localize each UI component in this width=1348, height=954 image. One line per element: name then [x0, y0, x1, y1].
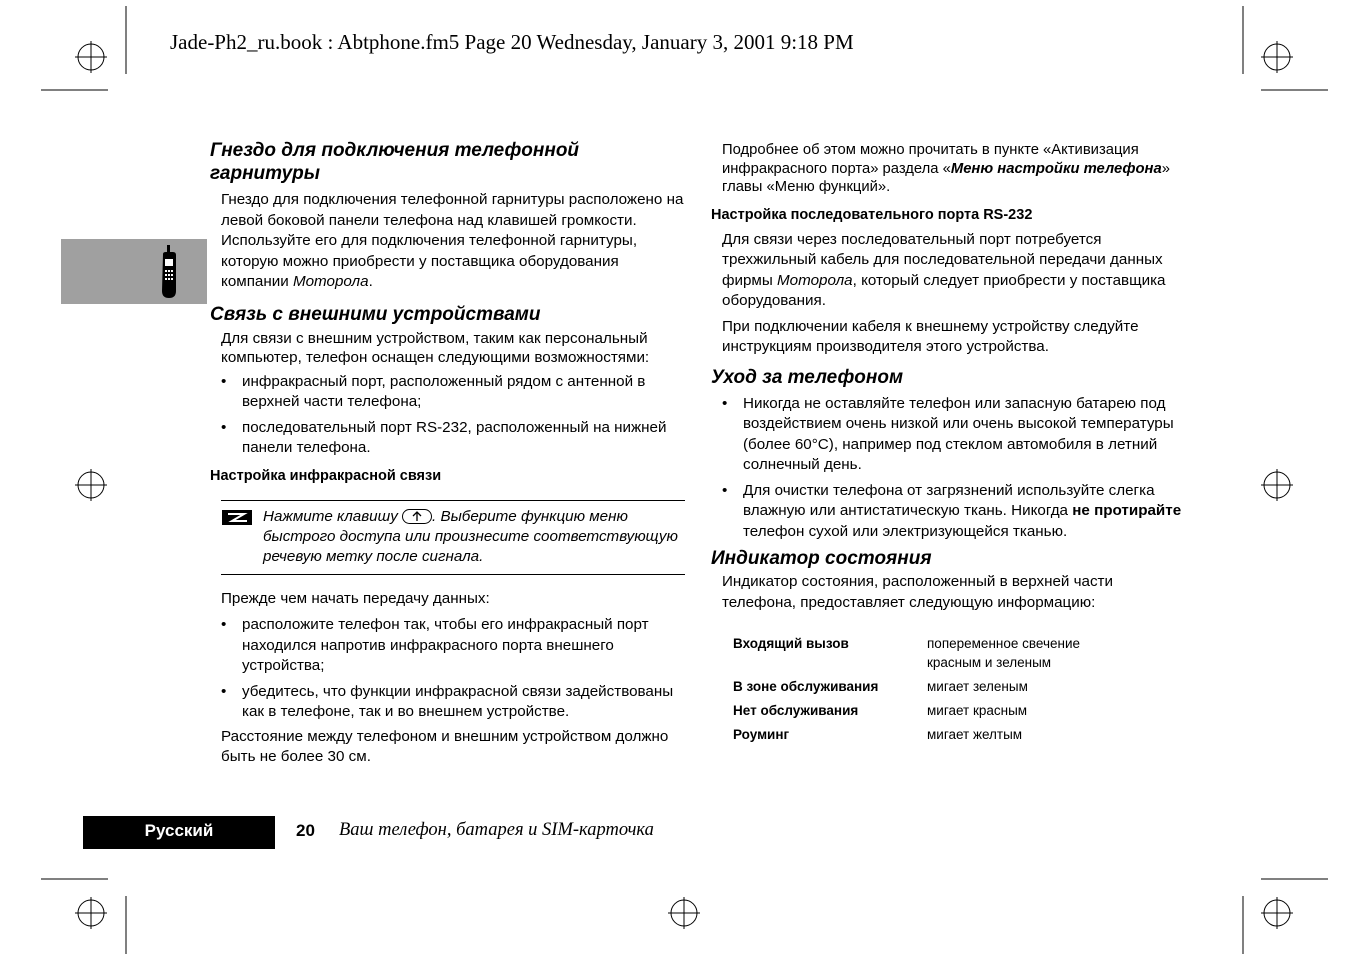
left-column: [210, 139, 685, 768]
list-item: • Никогда не оставляйте телефон или запасную батарею под воздействием очень низкой или очень высокой температуры (более 60°C), например под стеклом автомобиля в летний солнечный день.: [711, 394, 1191, 476]
distance-paragraph: Расстояние между телефоном и внешним устройством должно быть не более 30 см.: [221, 727, 669, 765]
section-title-care: Уход за телефоном: [711, 366, 904, 388]
section-title-external: Связь с внешними устройствами: [210, 303, 541, 325]
page-header: Jade-Ph2_ru.book : Abtphone.fm5 Page 20 Wednesday, January 3, 2001 9:18 PM: [170, 30, 854, 54]
footer-chapter-title: Ваш телефон, батарея и SIM-карточка: [339, 820, 654, 840]
section-title-rs232: Настройка последовательного порта RS-232: [711, 206, 1033, 223]
external-list: [210, 372, 685, 459]
before-paragraph: Прежде чем начать передачу данных:: [221, 589, 490, 607]
list-item: • инфракрасный порт, расположенный рядом с антенной в верхней части телефона;: [210, 372, 685, 413]
table-row: Нет обслуживания мигает красным: [733, 703, 1028, 718]
section-title-headset: Гнездо для подключения телефонной гарнитуры: [210, 140, 580, 184]
menu-shortcut-icon: [222, 510, 252, 525]
table-row: Роуминг мигает желтым: [733, 727, 1023, 742]
side-tab: [61, 239, 207, 304]
list-item: • расположите телефон так, чтобы его инфракрасный порт находился напротив инфракрасного порта внешнего устройства;: [210, 615, 685, 677]
table-row: Входящий вызов попеременное свечение красным и зеленым: [733, 636, 1080, 670]
external-paragraph: Для связи с внешним устройством, таким как персональный компьютер, телефон оснащен следующими возможностями:: [221, 329, 650, 366]
indicator-paragraph: Индикатор состояния, расположенный в верхней части телефона, предоставляет следующую информацию:: [722, 573, 1113, 611]
page-number: 20: [296, 821, 315, 840]
table-row: В зоне обслуживания мигает зеленым: [733, 679, 1028, 694]
up-arrow-key-icon: [402, 509, 432, 524]
rs232-paragraph: Для связи через последовательный порт потребуется трехжильный кабель для последовательной передачи данных фирмы Моторола, который следует приобрести у поставщика оборудования.: [722, 230, 1166, 309]
list-item: • убедитесь, что функции инфракрасной связи задействованы как в телефоне, так и во внешнем устройстве.: [210, 682, 685, 723]
rs232-paragraph-2: При подключении кабеля к внешнему устройству следуйте инструкциям производителя этого устройства.: [722, 317, 1139, 355]
list-item: • последовательный порт RS-232, расположенный на нижней панели телефона.: [210, 418, 685, 459]
headset-paragraph: Гнездо для подключения телефонной гарнитуры расположено на левой боковой панели телефона над клавишей громкости. Используйте его для подключения телефонной гарнитуры, которую можно приобрести у поставщика оборудования компании Моторола.: [221, 191, 684, 290]
section-title-indicator: Индикатор состояния: [711, 548, 932, 569]
right-column: [711, 141, 1191, 749]
phone-icon: [160, 245, 178, 299]
shortcut-note: Нажмите клавишу . Выберите функцию меню быстрого доступа или произнесите соответствующую речевую метку после сигнала.: [221, 500, 685, 575]
more-info-paragraph: Подробнее об этом можно прочитать в пункте «Активизация инфракрасного порта» раздела «Меню настройки телефона» главы «Меню функций».: [722, 142, 1170, 195]
list-item: • Для очистки телефона от загрязнений используйте слегка влажную или антистатическую ткань. Никогда не протирайте телефон сухой или электризующейся тканью.: [711, 481, 1191, 543]
footer-language-tab: Русский: [83, 816, 275, 849]
before-list: [210, 615, 685, 723]
section-title-infrared: Настройка инфракрасной связи: [210, 467, 442, 484]
status-table: [733, 634, 1117, 749]
care-list: [711, 394, 1191, 543]
